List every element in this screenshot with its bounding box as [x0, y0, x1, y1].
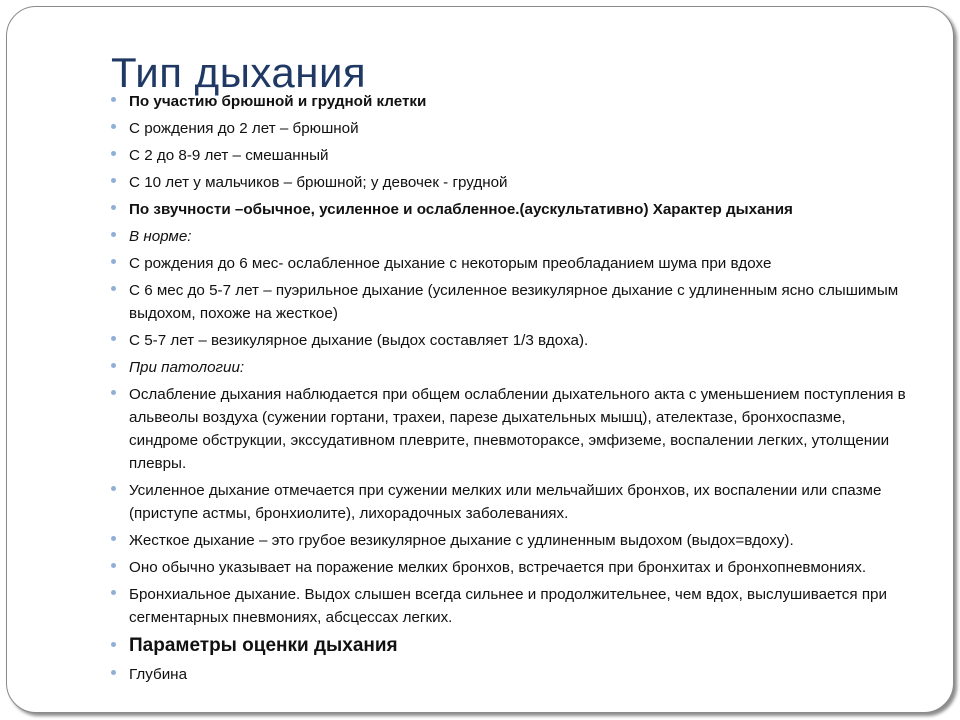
bullet-dot-icon — [111, 124, 116, 129]
bullet-text: Усиленное дыхание отмечается при сужении мелких или мельчайших бронхов, их воспалении или спазме (приступе астмы, бронхиолите), лихорадочных заболеваниях. — [129, 482, 882, 522]
bullet-item — [111, 171, 911, 194]
bullet-text: Параметры оценки дыхания — [129, 635, 398, 656]
bullet-item — [111, 556, 911, 579]
bullet-dot-icon — [111, 590, 116, 595]
bullet-text: Жесткое дыхание – это грубое везикулярное дыхание с удлиненным выдохом (выдох=вдоху). — [129, 532, 794, 549]
bullet-item — [111, 225, 911, 248]
bullet-text: По участию брюшной и грудной клетки — [129, 93, 427, 110]
bullet-dot-icon — [111, 536, 116, 541]
bullet-item — [111, 279, 911, 325]
bullet-dot-icon — [111, 232, 116, 237]
bullet-item — [111, 329, 911, 352]
bullet-text: Ослабление дыхания наблюдается при общем ослаблении дыхательного акта с уменьшением поступления в альвеолы воздуха (сужении гортани, трахеи, парезе дыхательных мышц), ателектазе, бронхоспазме, синдроме обструкции, экссудативном плеврите, пневмотораксе, эмфиземе, воспалении легких, утолщении плевры. — [129, 386, 906, 472]
bullet-text: Глубина — [129, 666, 188, 683]
bullet-text: По звучности –обычное, усиленное и ослабленное.(аускультативно) Характер дыхания — [129, 201, 793, 218]
bullet-text: С 10 лет у мальчиков – брюшной; у девочек - грудной — [129, 174, 508, 191]
bullet-item — [111, 90, 911, 113]
bullet-text: С 5-7 лет – везикулярное дыхание (выдох составляет 1/3 вдоха). — [129, 332, 589, 349]
bullet-item — [111, 198, 911, 221]
bullet-dot-icon — [111, 642, 116, 647]
bullet-dot-icon — [111, 390, 116, 395]
slide-frame — [6, 6, 954, 713]
bullet-item — [111, 479, 911, 525]
bullet-item — [111, 583, 911, 629]
bullet-text: С 6 мес до 5-7 лет – пуэрильное дыхание (усиленное везикулярное дыхание с удлиненным ясно слышимым выдохом, похоже на жесткое) — [129, 282, 899, 322]
bullet-item — [111, 252, 911, 275]
bullet-dot-icon — [111, 178, 116, 183]
bullet-dot-icon — [111, 151, 116, 156]
bullet-dot-icon — [111, 563, 116, 568]
bullet-text: В норме: — [129, 228, 192, 245]
bullet-item — [111, 117, 911, 140]
bullet-list — [111, 90, 911, 690]
bullet-dot-icon — [111, 286, 116, 291]
bullet-item — [111, 356, 911, 379]
bullet-text: С рождения до 6 мес- ослабленное дыхание с некоторым преобладанием шума при вдохе — [129, 255, 772, 272]
bullet-item — [111, 663, 911, 686]
bullet-item — [111, 633, 911, 659]
bullet-dot-icon — [111, 97, 116, 102]
bullet-dot-icon — [111, 486, 116, 491]
bullet-dot-icon — [111, 205, 116, 210]
bullet-item — [111, 144, 911, 167]
bullet-text: С 2 до 8-9 лет – смешанный — [129, 147, 329, 164]
bullet-dot-icon — [111, 259, 116, 264]
bullet-text: Бронхиальное дыхание. Выдох слышен всегда сильнее и продолжительнее, чем вдох, выслушивается при сегментарных пневмониях, абсцессах легких. — [129, 586, 887, 626]
bullet-dot-icon — [111, 670, 116, 675]
bullet-item — [111, 383, 911, 475]
bullet-text: С рождения до 2 лет – брюшной — [129, 120, 359, 137]
bullet-dot-icon — [111, 336, 116, 341]
bullet-text: При патологии: — [129, 359, 245, 376]
bullet-dot-icon — [111, 363, 116, 368]
slide-title: Тип дыхания — [111, 49, 367, 96]
bullet-item — [111, 529, 911, 552]
bullet-text: Оно обычно указывает на поражение мелких бронхов, встречается при бронхитах и бронхопневмониях. — [129, 559, 867, 576]
